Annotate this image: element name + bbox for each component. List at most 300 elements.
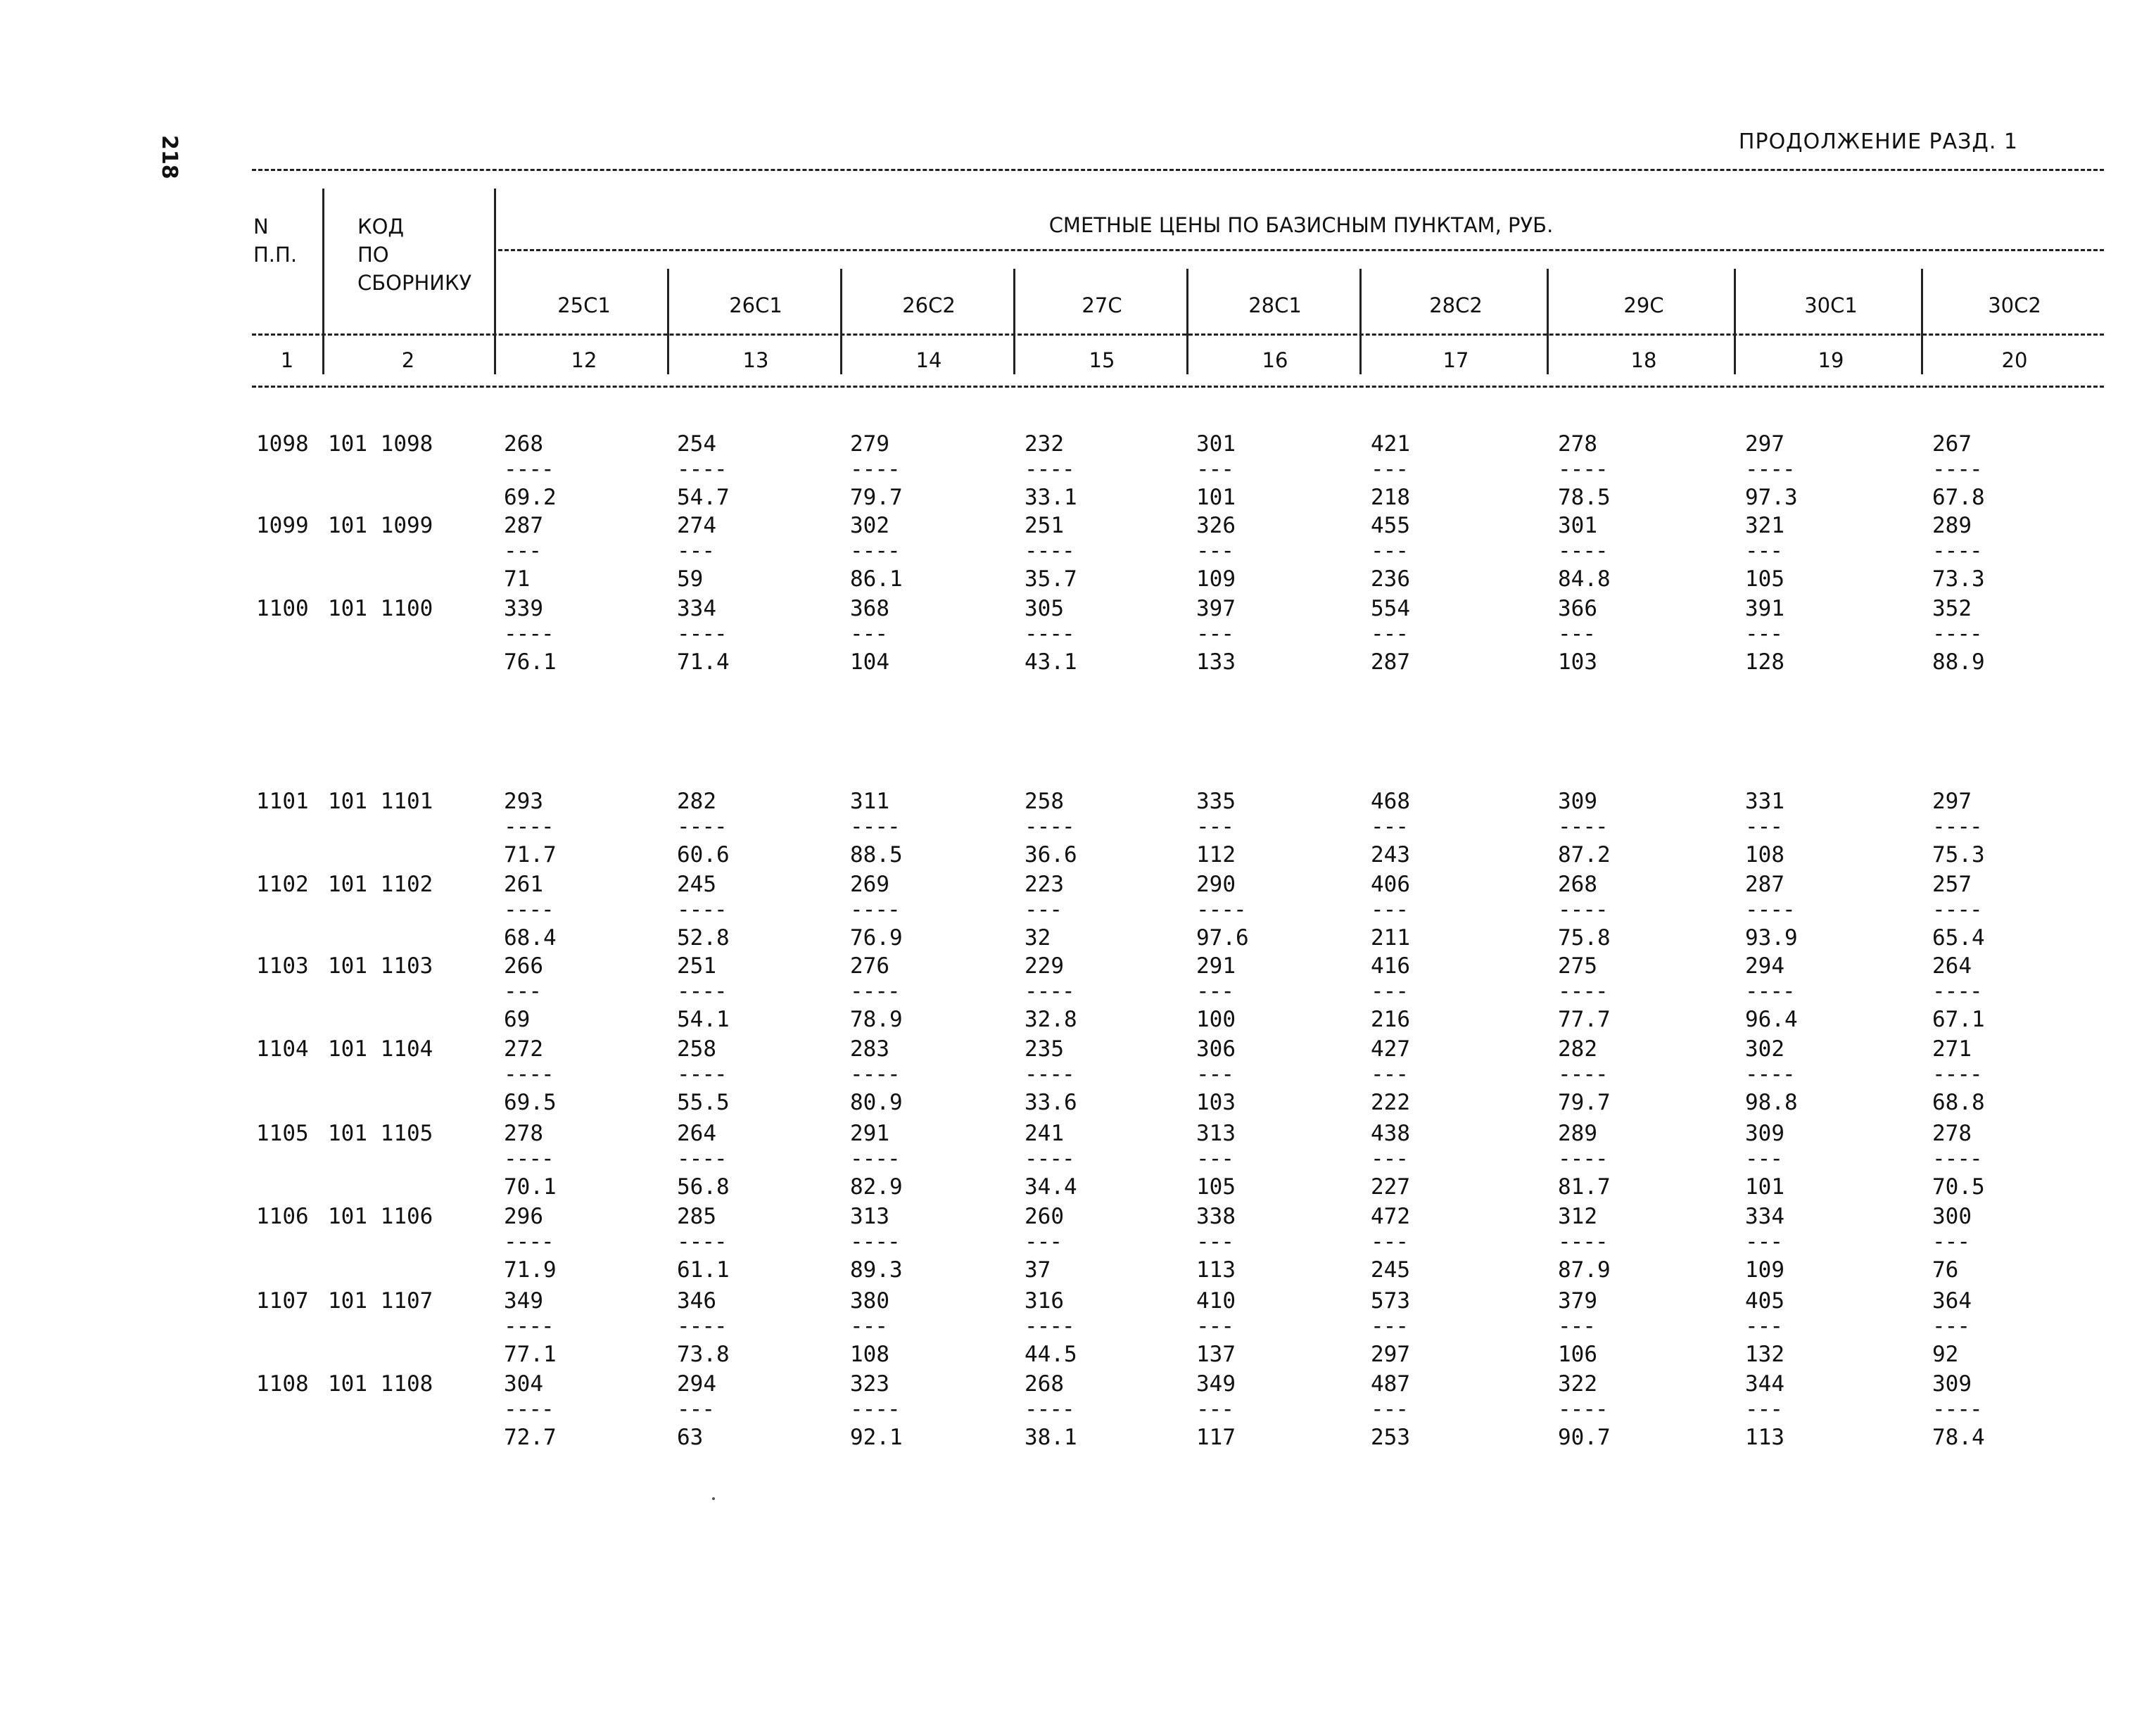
price-value: 268 xyxy=(1558,872,1597,897)
fraction-bar: --- xyxy=(1745,1229,1782,1254)
price-value: 283 xyxy=(850,1036,889,1062)
price-value-lower: 88.9 xyxy=(1932,649,1985,675)
price-value-lower: 211 xyxy=(1371,925,1410,951)
fraction-bar: ---- xyxy=(850,897,900,922)
price-value-lower: 105 xyxy=(1745,566,1784,592)
row-code: 101 1103 xyxy=(328,953,433,979)
price-value: 258 xyxy=(1025,789,1064,814)
header-code-line3: СБОРНИКУ xyxy=(357,271,472,295)
row-number: 1106 xyxy=(256,1204,309,1229)
price-value: 364 xyxy=(1932,1288,1972,1314)
price-value: 261 xyxy=(504,872,543,897)
price-value: 282 xyxy=(1558,1036,1597,1062)
price-value: 344 xyxy=(1745,1371,1784,1397)
fraction-bar: ---- xyxy=(850,814,900,839)
price-value-lower: 71 xyxy=(504,566,531,592)
price-column-header: 25С1 xyxy=(557,293,611,317)
fraction-bar: --- xyxy=(1371,1229,1408,1254)
fraction-bar: --- xyxy=(1196,1314,1234,1339)
price-value: 391 xyxy=(1745,596,1784,621)
fraction-bar: ---- xyxy=(1196,897,1246,922)
price-value-lower: 81.7 xyxy=(1558,1174,1611,1200)
fraction-bar: --- xyxy=(1196,979,1234,1004)
price-value-lower: 253 xyxy=(1371,1425,1410,1450)
fraction-bar: ---- xyxy=(1932,814,1982,839)
price-value: 380 xyxy=(850,1288,889,1314)
price-value-lower: 73.8 xyxy=(677,1342,730,1367)
price-value: 223 xyxy=(1025,872,1064,897)
price-value: 438 xyxy=(1371,1121,1410,1146)
price-value-lower: 60.6 xyxy=(677,842,730,868)
price-value-lower: 37 xyxy=(1025,1257,1051,1283)
fraction-bar: ---- xyxy=(1745,897,1795,922)
row-number: 1099 xyxy=(256,513,309,538)
price-value-lower: 59 xyxy=(677,566,704,592)
price-value-lower: 222 xyxy=(1371,1090,1410,1115)
column-number: 20 xyxy=(2001,348,2028,372)
fraction-bar: --- xyxy=(504,538,541,564)
price-value-lower: 70.5 xyxy=(1932,1174,1985,1200)
price-value: 274 xyxy=(677,513,716,538)
price-value: 297 xyxy=(1745,431,1784,457)
fraction-bar: --- xyxy=(1025,1229,1062,1254)
price-value: 335 xyxy=(1196,789,1236,814)
fraction-bar: ---- xyxy=(1558,457,1608,482)
price-value-lower: 133 xyxy=(1196,649,1236,675)
price-value-lower: 69.2 xyxy=(504,485,557,510)
price-value-lower: 67.8 xyxy=(1932,485,1985,510)
price-value-lower: 67.1 xyxy=(1932,1007,1985,1032)
fraction-bar: ---- xyxy=(504,1229,554,1254)
price-value-lower: 104 xyxy=(850,649,889,675)
price-value: 410 xyxy=(1196,1288,1236,1314)
row-number: 1103 xyxy=(256,953,309,979)
fraction-bar: --- xyxy=(1745,814,1782,839)
price-value: 297 xyxy=(1932,789,1972,814)
row-code: 101 1102 xyxy=(328,872,433,897)
price-value-lower: 90.7 xyxy=(1558,1425,1611,1450)
price-value-lower: 287 xyxy=(1371,649,1410,675)
group-title: СМЕТНЫЕ ЦЕНЫ ПО БАЗИСНЫМ ПУНКТАМ, РУБ. xyxy=(1048,213,1554,237)
price-value: 301 xyxy=(1196,431,1236,457)
fraction-bar: --- xyxy=(1371,979,1408,1004)
price-value: 427 xyxy=(1371,1036,1410,1062)
price-value-lower: 88.5 xyxy=(850,842,903,868)
column-number: 12 xyxy=(571,348,597,372)
price-value: 352 xyxy=(1932,596,1972,621)
price-value: 232 xyxy=(1025,431,1064,457)
price-value-lower: 79.7 xyxy=(1558,1090,1611,1115)
row-code: 101 1108 xyxy=(328,1371,433,1397)
fraction-bar: --- xyxy=(1558,621,1595,647)
price-value-lower: 73.3 xyxy=(1932,566,1985,592)
price-value: 294 xyxy=(1745,953,1784,979)
price-value-lower: 32.8 xyxy=(1025,1007,1077,1032)
fraction-bar: ---- xyxy=(677,814,727,839)
price-value: 254 xyxy=(677,431,716,457)
price-value-lower: 216 xyxy=(1371,1007,1410,1032)
price-value: 349 xyxy=(1196,1371,1236,1397)
fraction-bar: ---- xyxy=(1558,1146,1608,1171)
fraction-bar: ---- xyxy=(1558,897,1608,922)
price-value-lower: 70.1 xyxy=(504,1174,557,1200)
row-number: 1108 xyxy=(256,1371,309,1397)
fraction-bar: ---- xyxy=(1745,1062,1795,1087)
fraction-bar: --- xyxy=(504,979,541,1004)
price-value-lower: 78.5 xyxy=(1558,485,1611,510)
price-value: 306 xyxy=(1196,1036,1236,1062)
price-value: 416 xyxy=(1371,953,1410,979)
row-number: 1107 xyxy=(256,1288,309,1314)
price-value-lower: 236 xyxy=(1371,566,1410,592)
fraction-bar: ---- xyxy=(504,1062,554,1087)
price-value-lower: 38.1 xyxy=(1025,1425,1077,1450)
price-value: 251 xyxy=(677,953,716,979)
table-top-rule xyxy=(252,169,2104,171)
price-value-lower: 54.7 xyxy=(677,485,730,510)
price-value-lower: 109 xyxy=(1745,1257,1784,1283)
column-number: 1 xyxy=(280,348,294,372)
price-value: 311 xyxy=(850,789,889,814)
fraction-bar: ---- xyxy=(850,538,900,564)
fraction-bar: --- xyxy=(1371,814,1408,839)
fraction-bar: ---- xyxy=(1558,1229,1608,1254)
fraction-bar: ---- xyxy=(850,979,900,1004)
column-number: 19 xyxy=(1818,348,1844,372)
price-value: 573 xyxy=(1371,1288,1410,1314)
row-code: 101 1099 xyxy=(328,513,433,538)
price-value-lower: 76.1 xyxy=(504,649,557,675)
price-value: 312 xyxy=(1558,1204,1597,1229)
fraction-bar: --- xyxy=(1196,621,1234,647)
row-number: 1105 xyxy=(256,1121,309,1146)
price-value-lower: 68.8 xyxy=(1932,1090,1985,1115)
price-column-header: 28С2 xyxy=(1429,293,1483,317)
price-column-header: 29С xyxy=(1623,293,1664,317)
price-value: 245 xyxy=(677,872,716,897)
price-value-lower: 32 xyxy=(1025,925,1051,951)
price-value: 279 xyxy=(850,431,889,457)
price-column-header: 30С2 xyxy=(1988,293,2041,317)
price-value: 339 xyxy=(504,596,543,621)
fraction-bar: ---- xyxy=(1558,814,1608,839)
row-code: 101 1101 xyxy=(328,789,433,814)
price-value: 305 xyxy=(1025,596,1064,621)
fraction-bar: ---- xyxy=(1025,814,1074,839)
column-numbers-rule xyxy=(252,386,2104,388)
price-value-lower: 63 xyxy=(677,1425,704,1450)
price-value: 397 xyxy=(1196,596,1236,621)
price-value: 313 xyxy=(1196,1121,1236,1146)
price-value-lower: 87.9 xyxy=(1558,1257,1611,1283)
price-value: 268 xyxy=(1025,1371,1064,1397)
price-value-lower: 76 xyxy=(1932,1257,1959,1283)
price-value-lower: 89.3 xyxy=(850,1257,903,1283)
column-number: 17 xyxy=(1442,348,1469,372)
price-value-lower: 71.9 xyxy=(504,1257,557,1283)
price-value-lower: 113 xyxy=(1196,1257,1236,1283)
price-value: 304 xyxy=(504,1371,543,1397)
price-value-lower: 71.7 xyxy=(504,842,557,868)
price-value-lower: 92 xyxy=(1932,1342,1959,1367)
fraction-bar: --- xyxy=(1371,1314,1408,1339)
fraction-bar: --- xyxy=(1196,457,1234,482)
price-value: 287 xyxy=(1745,872,1784,897)
price-value: 268 xyxy=(504,431,543,457)
fraction-bar: --- xyxy=(1745,621,1782,647)
price-value: 271 xyxy=(1932,1036,1972,1062)
header-code-line1: КОД xyxy=(357,215,405,239)
price-value: 251 xyxy=(1025,513,1064,538)
price-value: 468 xyxy=(1371,789,1410,814)
price-value-lower: 34.4 xyxy=(1025,1174,1077,1200)
fraction-bar: --- xyxy=(677,538,714,564)
price-value: 487 xyxy=(1371,1371,1410,1397)
fraction-bar: ---- xyxy=(677,979,727,1004)
price-value-lower: 109 xyxy=(1196,566,1236,592)
price-value: 289 xyxy=(1932,513,1972,538)
price-value-lower: 97.3 xyxy=(1745,485,1798,510)
price-value: 301 xyxy=(1558,513,1597,538)
price-value-lower: 76.9 xyxy=(850,925,903,951)
fraction-bar: ---- xyxy=(1932,897,1982,922)
fraction-bar: ---- xyxy=(850,1146,900,1171)
fraction-bar: --- xyxy=(1745,1397,1782,1422)
price-value-lower: 68.4 xyxy=(504,925,557,951)
price-value: 366 xyxy=(1558,596,1597,621)
column-header-rule xyxy=(252,333,2104,336)
fraction-bar: ---- xyxy=(1025,1146,1074,1171)
column-number: 13 xyxy=(742,348,769,372)
price-value-lower: 245 xyxy=(1371,1257,1410,1283)
price-value: 267 xyxy=(1932,431,1972,457)
price-value: 296 xyxy=(504,1204,543,1229)
column-number: 14 xyxy=(915,348,942,372)
price-value: 331 xyxy=(1745,789,1784,814)
price-value-lower: 82.9 xyxy=(850,1174,903,1200)
price-value: 405 xyxy=(1745,1288,1784,1314)
fraction-bar: --- xyxy=(1196,1146,1234,1171)
fraction-bar: ---- xyxy=(504,1397,554,1422)
price-value: 334 xyxy=(677,596,716,621)
fraction-bar: ---- xyxy=(677,897,727,922)
price-value: 276 xyxy=(850,953,889,979)
price-value: 302 xyxy=(1745,1036,1784,1062)
price-value: 285 xyxy=(677,1204,716,1229)
price-column-header: 30С1 xyxy=(1804,293,1858,317)
price-value: 278 xyxy=(1932,1121,1972,1146)
price-value: 322 xyxy=(1558,1371,1597,1397)
price-value-lower: 97.6 xyxy=(1196,925,1249,951)
price-value: 235 xyxy=(1025,1036,1064,1062)
fraction-bar: --- xyxy=(1745,538,1782,564)
fraction-bar: ---- xyxy=(850,1062,900,1087)
price-value-lower: 101 xyxy=(1196,485,1236,510)
fraction-bar: ---- xyxy=(850,1397,900,1422)
price-value: 290 xyxy=(1196,872,1236,897)
fraction-bar: ---- xyxy=(1025,979,1074,1004)
price-value-lower: 96.4 xyxy=(1745,1007,1798,1032)
fraction-bar: ---- xyxy=(504,621,554,647)
fraction-bar: --- xyxy=(1371,897,1408,922)
row-code: 101 1100 xyxy=(328,596,433,621)
price-value: 302 xyxy=(850,513,889,538)
price-value-lower: 92.1 xyxy=(850,1425,903,1450)
row-number: 1104 xyxy=(256,1036,309,1062)
price-value: 264 xyxy=(677,1121,716,1146)
price-value-lower: 297 xyxy=(1371,1342,1410,1367)
fraction-bar: ---- xyxy=(677,1314,727,1339)
fraction-bar: ---- xyxy=(1025,621,1074,647)
column-number: 2 xyxy=(401,348,415,372)
price-value-lower: 54.1 xyxy=(677,1007,730,1032)
fraction-bar: ---- xyxy=(504,1146,554,1171)
price-value: 300 xyxy=(1932,1204,1972,1229)
price-value: 554 xyxy=(1371,596,1410,621)
price-value-lower: 86.1 xyxy=(850,566,903,592)
price-value-lower: 79.7 xyxy=(850,485,903,510)
fraction-bar: --- xyxy=(1025,897,1062,922)
price-column-header: 26С2 xyxy=(902,293,956,317)
fraction-bar: ---- xyxy=(1932,621,1982,647)
fraction-bar: --- xyxy=(1371,457,1408,482)
fraction-bar: ---- xyxy=(1932,1146,1982,1171)
fraction-bar: --- xyxy=(850,1314,887,1339)
price-value-lower: 55.5 xyxy=(677,1090,730,1115)
price-value: 334 xyxy=(1745,1204,1784,1229)
price-value-lower: 137 xyxy=(1196,1342,1236,1367)
fraction-bar: ---- xyxy=(1932,1062,1982,1087)
price-value: 258 xyxy=(677,1036,716,1062)
price-value: 264 xyxy=(1932,953,1972,979)
fraction-bar: ---- xyxy=(677,1146,727,1171)
price-value-lower: 132 xyxy=(1745,1342,1784,1367)
page-number: 218 xyxy=(157,135,182,179)
fraction-bar: ---- xyxy=(1025,538,1074,564)
fraction-bar: ---- xyxy=(1025,1062,1074,1087)
row-code: 101 1104 xyxy=(328,1036,433,1062)
header-n xyxy=(253,212,297,269)
price-value: 368 xyxy=(850,596,889,621)
fraction-bar: --- xyxy=(850,621,887,647)
fraction-bar: --- xyxy=(1371,1062,1408,1087)
price-value: 282 xyxy=(677,789,716,814)
fraction-bar: ---- xyxy=(504,457,554,482)
fraction-bar: ---- xyxy=(1745,979,1795,1004)
price-value: 287 xyxy=(504,513,543,538)
price-value: 472 xyxy=(1371,1204,1410,1229)
column-number: 18 xyxy=(1630,348,1657,372)
fraction-bar: --- xyxy=(1196,1229,1234,1254)
scan-speck xyxy=(712,1497,715,1500)
price-value-lower: 101 xyxy=(1745,1174,1784,1200)
price-value-lower: 71.4 xyxy=(677,649,730,675)
price-value: 269 xyxy=(850,872,889,897)
row-code: 101 1107 xyxy=(328,1288,433,1314)
price-value: 241 xyxy=(1025,1121,1064,1146)
price-value: 349 xyxy=(504,1288,543,1314)
price-value: 257 xyxy=(1932,872,1972,897)
price-value-lower: 33.1 xyxy=(1025,485,1077,510)
price-value-lower: 33.6 xyxy=(1025,1090,1077,1115)
price-value-lower: 69.5 xyxy=(504,1090,557,1115)
price-value: 326 xyxy=(1196,513,1236,538)
fraction-bar: ---- xyxy=(1932,457,1982,482)
header-code xyxy=(357,212,471,297)
fraction-bar: --- xyxy=(1196,814,1234,839)
price-value-lower: 105 xyxy=(1196,1174,1236,1200)
price-value-lower: 77.1 xyxy=(504,1342,557,1367)
fraction-bar: ---- xyxy=(677,1229,727,1254)
fraction-bar: ---- xyxy=(1558,1397,1608,1422)
fraction-bar: --- xyxy=(1196,1062,1234,1087)
price-value-lower: 52.8 xyxy=(677,925,730,951)
price-value: 321 xyxy=(1745,513,1784,538)
fraction-bar: ---- xyxy=(1558,979,1608,1004)
price-value-lower: 243 xyxy=(1371,842,1410,868)
price-value-lower: 103 xyxy=(1196,1090,1236,1115)
price-value: 323 xyxy=(850,1371,889,1397)
row-number: 1102 xyxy=(256,872,309,897)
price-value-lower: 78.4 xyxy=(1932,1425,1985,1450)
fraction-bar: ---- xyxy=(1745,457,1795,482)
fraction-bar: ---- xyxy=(677,1062,727,1087)
price-value: 406 xyxy=(1371,872,1410,897)
fraction-bar: --- xyxy=(1558,1314,1595,1339)
fraction-bar: ---- xyxy=(1558,538,1608,564)
price-value: 291 xyxy=(1196,953,1236,979)
row-code: 101 1106 xyxy=(328,1204,433,1229)
price-value: 275 xyxy=(1558,953,1597,979)
fraction-bar: --- xyxy=(1371,1397,1408,1422)
fraction-bar: --- xyxy=(1932,1229,1970,1254)
row-number: 1101 xyxy=(256,789,309,814)
price-value: 291 xyxy=(850,1121,889,1146)
header-divider xyxy=(494,189,496,374)
price-column-header: 27С xyxy=(1082,293,1122,317)
group-title-rule xyxy=(498,249,2104,251)
price-value: 266 xyxy=(504,953,543,979)
price-value-lower: 56.8 xyxy=(677,1174,730,1200)
price-value-lower: 106 xyxy=(1558,1342,1597,1367)
price-value: 379 xyxy=(1558,1288,1597,1314)
fraction-bar: --- xyxy=(1371,621,1408,647)
fraction-bar: ---- xyxy=(1932,1397,1982,1422)
price-column-header: 26С1 xyxy=(729,293,782,317)
price-value-lower: 36.6 xyxy=(1025,842,1077,868)
price-value-lower: 128 xyxy=(1745,649,1784,675)
fraction-bar: ---- xyxy=(504,1314,554,1339)
price-value-lower: 44.5 xyxy=(1025,1342,1077,1367)
price-value-lower: 80.9 xyxy=(850,1090,903,1115)
fraction-bar: ---- xyxy=(677,457,727,482)
row-code: 101 1098 xyxy=(328,431,433,457)
price-value: 293 xyxy=(504,789,543,814)
price-value: 338 xyxy=(1196,1204,1236,1229)
fraction-bar: --- xyxy=(1196,538,1234,564)
fraction-bar: ---- xyxy=(1025,1397,1074,1422)
price-value-lower: 72.7 xyxy=(504,1425,557,1450)
column-number: 16 xyxy=(1262,348,1288,372)
price-value: 455 xyxy=(1371,513,1410,538)
price-value-lower: 35.7 xyxy=(1025,566,1077,592)
fraction-bar: --- xyxy=(1932,1314,1970,1339)
price-value-lower: 84.8 xyxy=(1558,566,1611,592)
fraction-bar: --- xyxy=(1371,1146,1408,1171)
header-code-line2: ПО xyxy=(357,243,389,267)
column-number: 15 xyxy=(1089,348,1115,372)
fraction-bar: ---- xyxy=(1932,538,1982,564)
